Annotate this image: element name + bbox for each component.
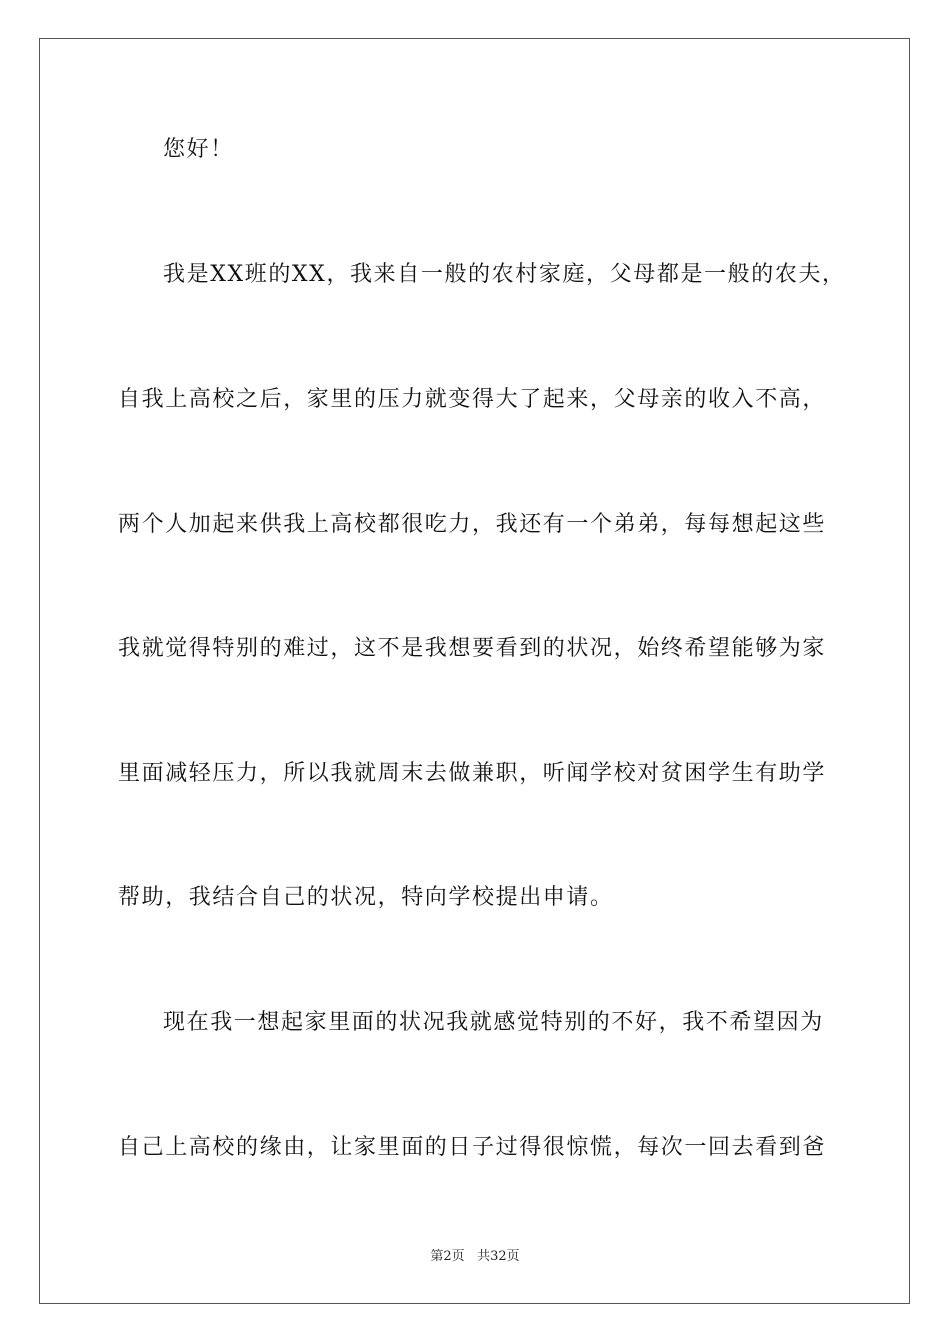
paragraph-1-line-6: 帮助，我结合自己的状况，特向学校提出申请。: [118, 885, 614, 910]
paragraph-1-line-5: 里面减轻压力，所以我就周末去做兼职，听闻学校对贫困学生有助学: [118, 761, 827, 786]
page-border: [39, 38, 910, 1304]
greeting: 您好！: [163, 137, 234, 162]
page-total: 共32页: [477, 1249, 520, 1264]
paragraph-1-line-4: 我就觉得特别的难过，这不是我想要看到的状况，始终希望能够为家: [118, 636, 827, 661]
paragraph-1-line-2: 自我上高校之后，家里的压力就变得大了起来，父母亲的收入不高，: [118, 387, 827, 412]
paragraph-2-line-2: 自己上高校的缘由，让家里面的日子过得很惊慌，每次一回去看到爸: [118, 1135, 827, 1160]
page-number: 第2页: [430, 1249, 465, 1264]
paragraph-2-line-1: 现在我一想起家里面的状况我就感觉特别的不好，我不希望因为: [163, 1010, 824, 1035]
page-footer: [0, 1248, 950, 1266]
paragraph-1-line-3: 两个人加起来供我上高校都很吃力，我还有一个弟弟，每每想起这些: [118, 512, 827, 537]
paragraph-1-line-1: 我是XX班的XX，我来自一般的农村家庭，父母都是一般的农夫，: [163, 262, 846, 287]
